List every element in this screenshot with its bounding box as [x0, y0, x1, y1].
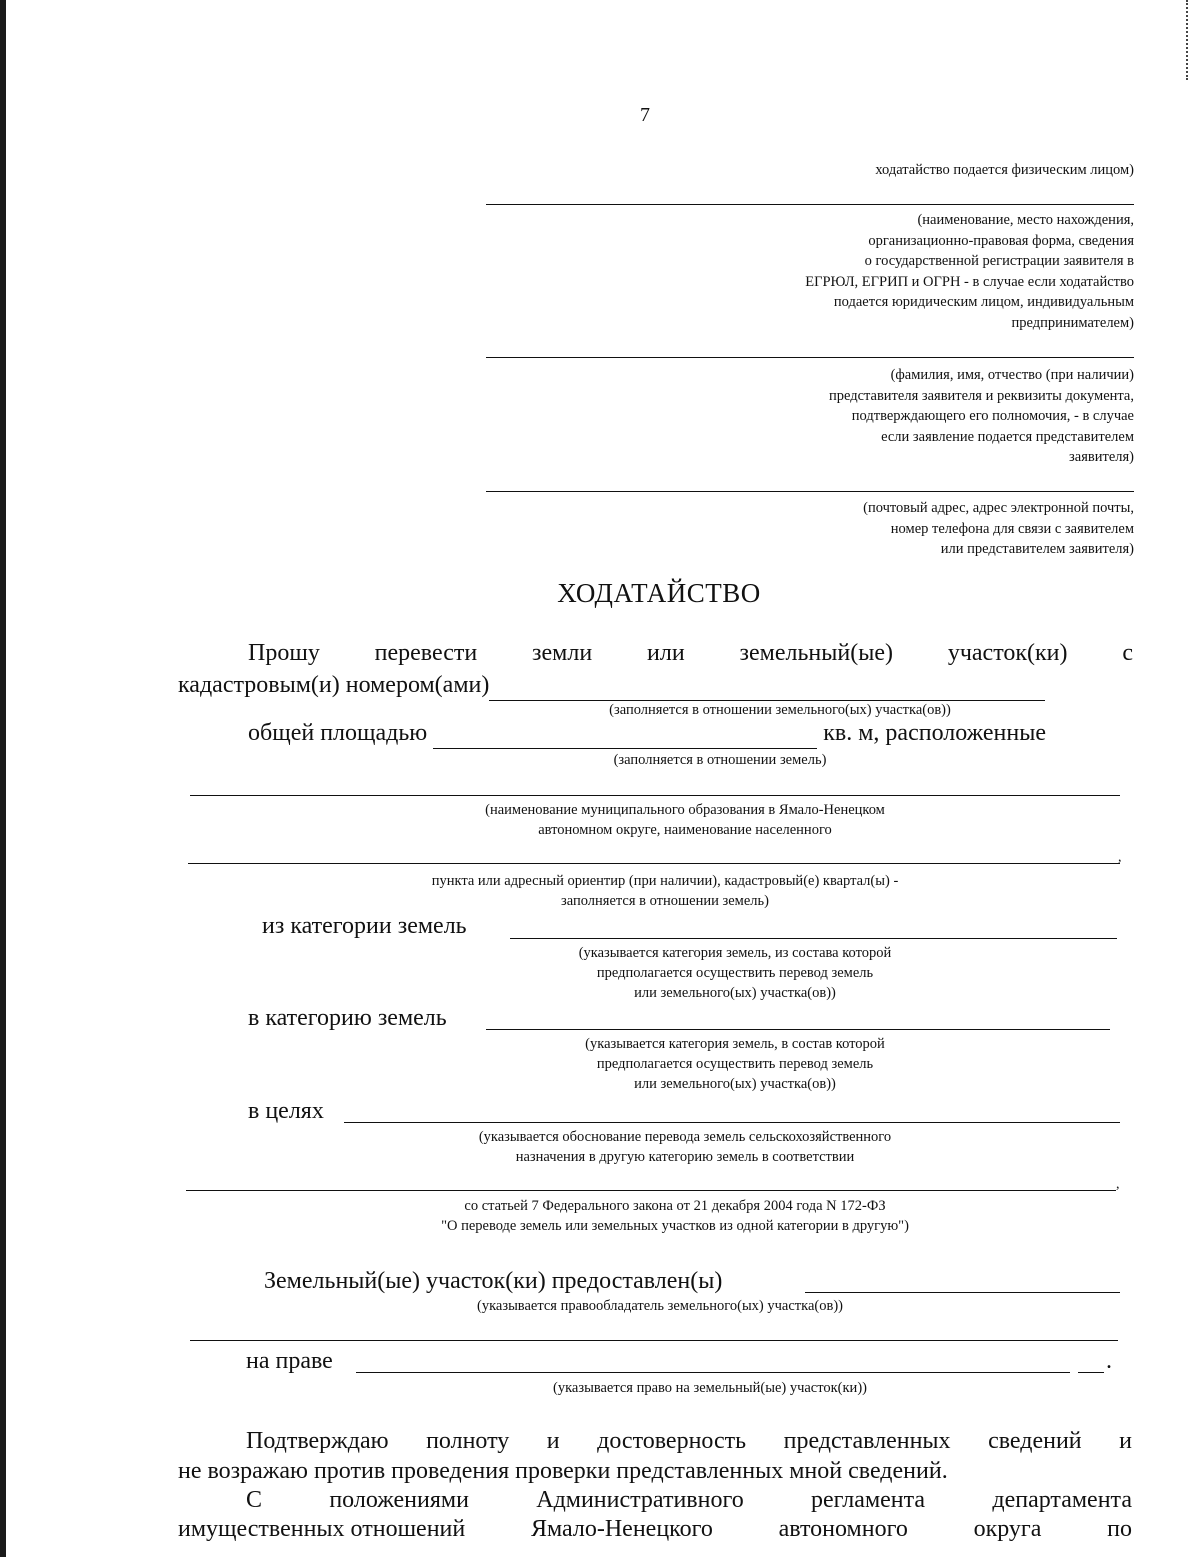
header-line-1: ходатайство подается физическим лицом) [875, 162, 1134, 178]
note-from-category: (указывается категория земель, из состава которой предполагается осуществить перевод земель или земельного(ых) участка(ов)) [578, 945, 892, 1001]
note-area: (заполняется в отношении земель) [613, 752, 827, 768]
right-end-period: . [1106, 1348, 1112, 1374]
location-field-1[interactable] [190, 795, 1120, 796]
document-title: ХОДАТАЙСТВО [557, 578, 761, 608]
comma-2: , [1116, 1177, 1120, 1192]
confirm-line-1: Подтверждаю полноту и достоверность представленных сведений и [246, 1428, 1132, 1454]
request-line-2: кадастровым(и) номером(ами) [178, 670, 1045, 701]
note-purpose-2: со статьей 7 Федерального закона от 21 декабря 2004 года N 172-ФЗ "О переводе земель или земельных участков из одной категории в другую") [441, 1198, 909, 1234]
note-location-2: пункта или адресный ориентир (при наличии), кадастровый(е) квартал(ы) - заполняется в отношении земель) [431, 873, 899, 909]
note-to-category: (указывается категория земель, в состав которой предполагается осуществить перевод земель или земельного(ых) участка(ов)) [585, 1036, 885, 1092]
location-field-2[interactable] [188, 863, 1120, 864]
note-granted: (указывается правообладатель земельного(ых) участка(ов)) [477, 1298, 843, 1314]
note-purpose-1: (указывается обоснование перевода земель сельскохозяйственного назначения в другую категорию земель в соответствии [478, 1129, 892, 1165]
purpose-label: в целях [248, 1098, 324, 1124]
cadastral-number-field[interactable] [489, 670, 1045, 701]
purpose-field[interactable] [344, 1122, 1120, 1123]
confirm-line-2: не возражаю против проведения проверки представленных мной сведений. [178, 1458, 948, 1484]
confirm-line-3: С положениями Административного регламента департамента [246, 1487, 1132, 1513]
note-cadastral: (заполняется в отношении земельного(ых) участка(ов)) [609, 702, 951, 718]
confirm-line-4: имущественных отношений Ямало-Ненецкого автономного округа по [178, 1516, 1132, 1542]
granted-field-2[interactable] [190, 1340, 1118, 1341]
note-right: (указывается право на земельный(ые) участок(ки)) [553, 1380, 867, 1396]
header-block-representative: (фамилия, имя, отчество (при наличии) представителя заявителя и реквизиты документа, подтверждающего его полномочия, - в случае если заявление подается представителем заявителя) [828, 367, 1134, 465]
blank-line-applicant [486, 204, 1134, 205]
area-field[interactable] [433, 718, 817, 749]
from-category-field[interactable] [510, 938, 1117, 939]
header-block-applicant: (наименование, место нахождения, организационно-правовая форма, сведения о государственной регистрации заявителя в ЕГРЮЛ, ЕГРИП и ОГРН - в случае если ходатайство подается юридическим лицом, индивидуальным предпринимателем) [805, 212, 1134, 331]
right-field[interactable] [356, 1372, 1070, 1373]
to-category-field[interactable] [486, 1029, 1110, 1030]
right-field-tail[interactable] [1078, 1372, 1104, 1373]
header-block-contacts: (почтовый адрес, адрес электронной почты, номер телефона для связи с заявителем или представителем заявителя) [863, 500, 1134, 557]
note-location-1: (наименование муниципального образования в Ямало-Ненецком автономном округе, наименование населенного [485, 802, 885, 838]
blank-line-representative [486, 357, 1134, 358]
blank-line-contacts [486, 491, 1134, 492]
area-line: общей площадью кв. м, расположенные [248, 718, 1046, 749]
granted-field[interactable] [805, 1292, 1120, 1293]
scan-right-mark [1186, 0, 1190, 80]
page-number: 7 [640, 104, 650, 126]
right-label: на праве [246, 1348, 333, 1374]
scan-left-edge [0, 0, 6, 1557]
purpose-field-2[interactable] [186, 1190, 1116, 1191]
granted-label: Земельный(ые) участок(ки) предоставлен(ы) [264, 1268, 723, 1294]
comma-1: , [1118, 850, 1122, 865]
from-category-label: из категории земель [262, 913, 467, 939]
request-line-1: Прошу перевести земли или земельный(ые) участок(ки) с [248, 640, 1133, 666]
to-category-label: в категорию земель [248, 1005, 447, 1031]
